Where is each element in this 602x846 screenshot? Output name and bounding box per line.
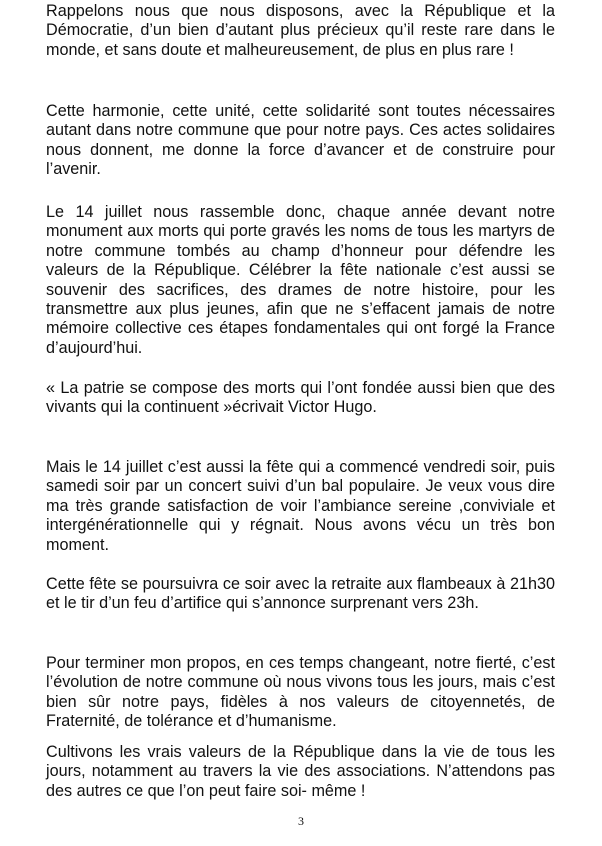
paragraph-conclusion: Pour terminer mon propos, en ces temps changeant, notre fierté, c’est l’évolution de notre commune où nous vivons tous les jours, mais c’est bien sûr notre pays, fidèles à nos valeurs de citoyennetés, de Fraternité, de tolérance et d’humanisme.	[46, 654, 555, 731]
page-number: 3	[298, 814, 304, 828]
paragraph-fete: Mais le 14 juillet c’est aussi la fête qui a commencé vendredi soir, puis samedi soir par un concert suivi d’un bal populaire. Je veux vous dire ma très grande satisfaction de voir l’ambiance sereine ,conviviale et intergénérationnelle qui y régnait. Nous avons vécu un très bon moment.	[46, 458, 555, 554]
paragraph-citation-hugo: « La patrie se compose des morts qui l’ont fondée aussi bien que des vivants qui la continuent »écrivait Victor Hugo.	[46, 379, 555, 417]
paragraph-retraite-flambeaux: Cette fête se poursuivra ce soir avec la retraite aux flambeaux à 21h30 et le tir d’un feu d’artifice qui s’annonce surprenant vers 23h.	[46, 575, 555, 613]
paragraph-republique: Rappelons nous que nous disposons, avec la République et la Démocratie, d’un bien d’autant plus précieux qu’il reste rare dans le monde, et sans doute et malheureusement, de plus en plus rare !	[46, 2, 555, 59]
paragraph-harmonie: Cette harmonie, cette unité, cette solidarité sont toutes nécessaires autant dans notre commune que pour notre pays. Ces actes solidaires nous donnent, me donne la force d’avancer et de construire pour l’avenir.	[46, 102, 555, 179]
paragraph-14-juillet: Le 14 juillet nous rassemble donc, chaque année devant notre monument aux morts qui porte gravés les noms de tous les martyrs de notre commune tombés au champ d’honneur pour défendre les valeurs de la République. Célébrer la fête nationale c’est aussi se souvenir des sacrifices, des drames de notre histoire, pour les transmettre aux plus jeunes, afin que ne s’effacent jamais de notre mémoire collective ces étapes fondamentales qui ont forgé la France d’aujourd’hui.	[46, 203, 555, 357]
paragraph-valeurs: Cultivons les vrais valeurs de la République dans la vie de tous les jours, notamment au travers la vie des associations. N’attendons pas des autres ce que l’on peut faire soi- même !	[46, 743, 555, 800]
